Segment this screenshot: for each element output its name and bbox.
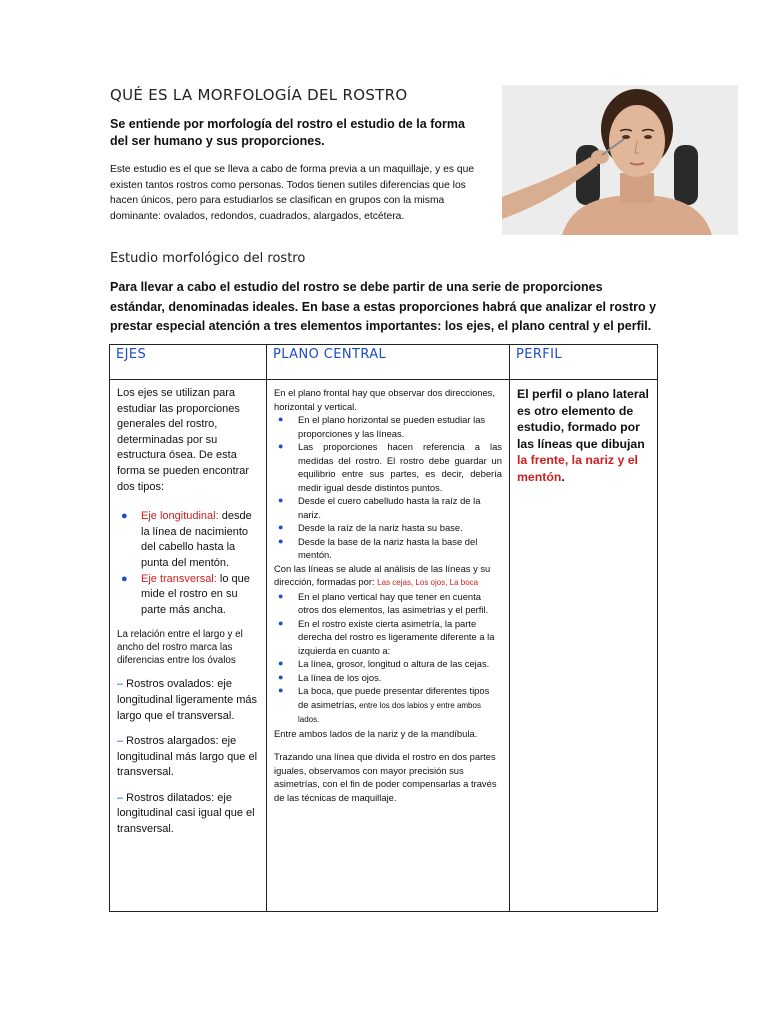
item-text: Desde la base de la nariz hasta la base del mentón.: [298, 535, 478, 560]
item-small-text: entre los dos labios y entre ambos lados: [298, 700, 481, 724]
bullet-icon: ●: [278, 590, 284, 601]
intro-paragraph: Este estudio es el que se lleva a cabo de forma previa a un maquillaje, y es que existen tantos rostros como personas. Todos tienen sutiles diferencias que los hacen únicos, pero para estudiarlos se clasifican en grupos con la misma dominante: ovalados, redondos, cuadrados, alargados, etcétera.: [110, 164, 475, 222]
header-plano-central: [267, 345, 510, 380]
rostros-ovalados: [117, 677, 259, 724]
perfil-end: .: [561, 469, 565, 484]
list-item: [274, 617, 502, 658]
rostros-dilatados-text: Rostros dilatados: eje longitudinal casi igual que el transversal.: [117, 791, 255, 836]
list-item: [274, 413, 502, 440]
plano-p2-text: Con las líneas se alude al análisis de las líneas y su dirección, formadas por:: [274, 562, 491, 587]
list-item: [274, 684, 502, 727]
list-item: [117, 572, 259, 619]
bullet-icon: ●: [278, 671, 284, 682]
list-item: [274, 521, 502, 535]
perfil-cell: [510, 380, 658, 912]
table-body-row: [110, 380, 658, 912]
rostros-ovalados-text: Rostros ovalados: eje longitudinal ligeramente más largo que el transversal.: [117, 678, 258, 722]
list-item: [274, 590, 502, 617]
item-text: Las proporciones hacen referencia a las medidas del rostro. El rostro debe guardar un equilibrio entre sus partes, es decir, debería medir igual desde distintos puntos.: [298, 441, 502, 493]
header-plano-label: PLANO CENTRAL: [273, 347, 387, 362]
list-item: [274, 440, 502, 494]
bullet-icon: ●: [121, 510, 128, 523]
perfil-red-text: la frente, la nariz y el mentón: [517, 453, 638, 484]
bullet-icon: ●: [278, 441, 284, 451]
item-text: Desde la raíz de la nariz hasta su base.: [298, 522, 463, 533]
dash-mark: –: [117, 735, 124, 748]
ejes-intro: Los ejes se utilizan para estudiar las proporciones generales del rostro, determinadas por su estructura ósea. De esta forma se pueden encontrar dos tipos:: [117, 387, 250, 493]
plano-p3: Entre ambos lados de la nariz y de la mandíbula.: [274, 727, 478, 739]
item-text: En el plano vertical hay que tener en cuenta otros dos elementos, las asimetrías y el perfil.: [298, 590, 489, 615]
section-subtitle: Estudio morfológico del rostro: [110, 251, 306, 266]
eje-transversal-label: Eje transversal:: [141, 572, 217, 585]
dash-mark: –: [117, 678, 124, 691]
header-perfil: [510, 345, 658, 380]
list-item: [117, 509, 259, 571]
plano-p4: Trazando una línea que divida el rostro en dos partes iguales, observamos con mayor precisión sus asimetrías, con el fin de poder compensarlas a través de las técnicas de maquillaje.: [274, 751, 497, 803]
item-text: Desde el cuero cabelludo hasta la raíz de la nariz.: [298, 495, 481, 520]
list-item: [274, 657, 502, 671]
bullet-icon: ●: [121, 572, 128, 585]
bullet-icon: ●: [278, 617, 284, 628]
perfil-text: El perfil o plano lateral es otro elemento de estudio, formado por las líneas que dibujan: [517, 387, 649, 451]
bullet-icon: ●: [278, 522, 284, 532]
table-header-row: [110, 345, 658, 380]
item-text: En el plano horizontal se pueden estudiar las proporciones y las líneas.: [298, 414, 486, 439]
bullet-icon: ●: [278, 414, 284, 424]
dash-mark: –: [117, 791, 124, 804]
header-ejes: [110, 345, 267, 380]
plano-p1: En el plano frontal hay que observar dos direcciones, horizontal y vertical.: [274, 387, 495, 412]
ejes-list: [117, 509, 259, 618]
item-text: En el rostro existe cierta asimetría, la parte derecha del rostro es ligeramente diferente a la izquierda en cuanto a:: [298, 617, 495, 656]
eje-longitudinal-label: Eje longitudinal:: [141, 510, 219, 523]
bullet-icon: ●: [278, 495, 284, 505]
ejes-relation: La relación entre el largo y el ancho del rostro marca las diferencias entre los óvalos: [117, 629, 243, 667]
makeup-photo: [502, 85, 738, 235]
bullet-icon: ●: [278, 535, 284, 546]
plano-central-cell: [267, 380, 510, 912]
morphology-table: [109, 344, 658, 912]
rostros-dilatados: [117, 791, 259, 838]
item-end: .: [317, 715, 320, 724]
bullet-icon: ●: [278, 685, 284, 695]
rostros-alargados-text: Rostros alargados: eje longitudinal más largo que el transversal.: [117, 735, 258, 779]
item-text: La línea de los ojos.: [298, 671, 382, 683]
plano-list-2: [274, 590, 502, 727]
lead-paragraph: Se entiende por morfología del rostro el estudio de la forma del ser humano y sus proporciones.: [110, 117, 465, 148]
rostros-alargados: [117, 734, 259, 781]
bullet-icon: ●: [278, 658, 284, 668]
item-text: La boca, que puede presentar diferentes tipos de asimetrías,: [298, 685, 490, 710]
page-title: QUÉ ES LA MORFOLOGÍA DEL ROSTRO: [110, 86, 408, 104]
header-ejes-label: EJES: [116, 347, 147, 362]
list-item: [274, 535, 502, 562]
woman-face-illustration: [502, 85, 738, 235]
plano-p2-red: Las cejas, Los ojos, La boca: [377, 578, 479, 587]
list-item: [274, 671, 502, 685]
item-text: La línea, grosor, longitud o altura de las cejas.: [298, 658, 490, 669]
eje-transversal-text: lo que mide el rostro en su parte más ancha.: [141, 572, 250, 616]
ejes-cell: [110, 380, 267, 912]
plano-list-1: [274, 413, 502, 562]
eje-longitudinal-text: desde la línea de nacimiento del cabello hasta la punta del mentón.: [141, 510, 252, 569]
plano-p2: [274, 562, 502, 590]
section-intro: Para llevar a cabo el estudio del rostro se debe partir de una serie de proporciones estándar, denominadas ideales. En base a estas proporciones habrá que analizar el rostro y prestar especial atención a tres elementos importantes: los ejes, el plano central y el perfil.: [110, 280, 657, 333]
header-perfil-label: PERFIL: [516, 347, 563, 362]
list-item: [274, 494, 502, 521]
